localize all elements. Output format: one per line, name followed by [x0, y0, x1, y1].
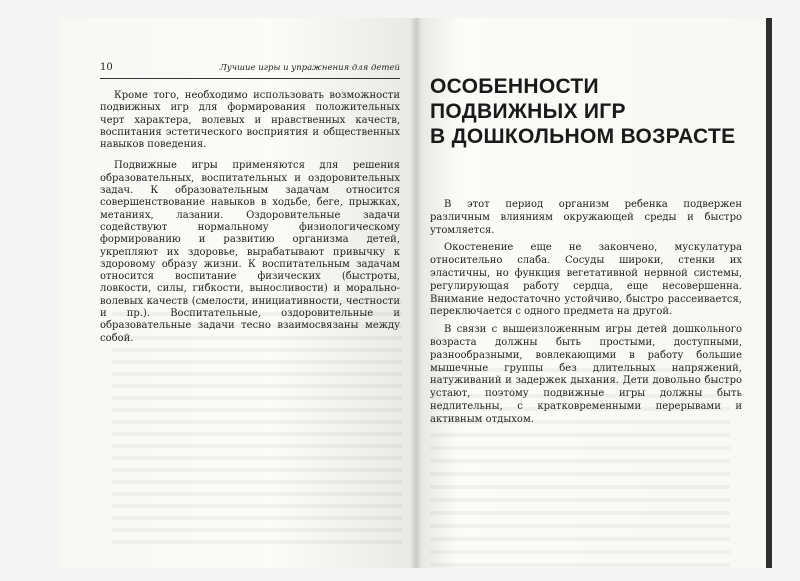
book-cover-edge	[766, 18, 772, 568]
paragraph: В этот период организм ребенка подвержен различным влияниям окружающей среды и быстро утомляется.	[430, 199, 742, 236]
book-gutter	[410, 18, 422, 568]
page-number: 10	[100, 62, 113, 73]
chapter-heading	[430, 74, 750, 149]
right-page	[416, 18, 772, 568]
book-spread	[60, 18, 772, 568]
paragraph: Кроме того, необходимо использовать возможности подвижных игр для формирования положительных черт характера, волевых и нравственных качеств, воспитания эстетического восприятия и общественных навыков поведения.	[100, 90, 400, 151]
left-page	[60, 18, 416, 568]
heading-line: В ДОШКОЛЬНОМ ВОЗРАСТЕ	[430, 125, 736, 148]
running-header	[100, 62, 400, 79]
paragraph: Подвижные игры применяются для решения образовательных, воспитательных и оздоровительных задач. К образовательным задачам относится совершенствование навыков в ходьбе, беге, прыжках, метаниях, лазании. Оздоровительные задачи содействуют нормальному физиологическому формированию и развитию организма детей, укрепляют их здоровье, вырабатывают привычку к здоровому образу жизни. К воспитательным задачам относится воспитание физических (быстроты, ловкости, силы, гибкости, выносливости) и морально-волевых качеств (смелости, инициативности, честности и пр.). Воспитательные, оздоровительные и образовательные задачи тесно взаимосвязаны между собой.	[100, 160, 400, 344]
paragraph: Окостенение еще не закончено, мускулатура относительно слаба. Сосуды широки, стенки их эластичны, но функция вегетативной нервной системы, регулирующая работу сердца, еще несовершенна. Внимание недостаточно устойчиво, быстро рассеивается, переключается с одного предмета на другой.	[430, 242, 742, 318]
bleed-through-text	[112, 300, 402, 552]
paragraph: В связи с вышеизложенным игры детей дошкольного возраста должны быть простыми, доступными, разнообразными, вовлекающими в работу большие мышечные группы без длительных напряжений, натуживаний и задержек дыхания. Дети довольно быстро устают, поэтому подвижные игры должны быть недлительны, с кратковременными перерывами и активным отдыхом.	[430, 324, 742, 425]
running-title: Лучшие игры и упражнения для детей	[219, 63, 400, 73]
bleed-through-text	[430, 368, 730, 568]
heading-line: ОСОБЕННОСТИ ПОДВИЖНЫХ ИГР	[430, 75, 626, 123]
